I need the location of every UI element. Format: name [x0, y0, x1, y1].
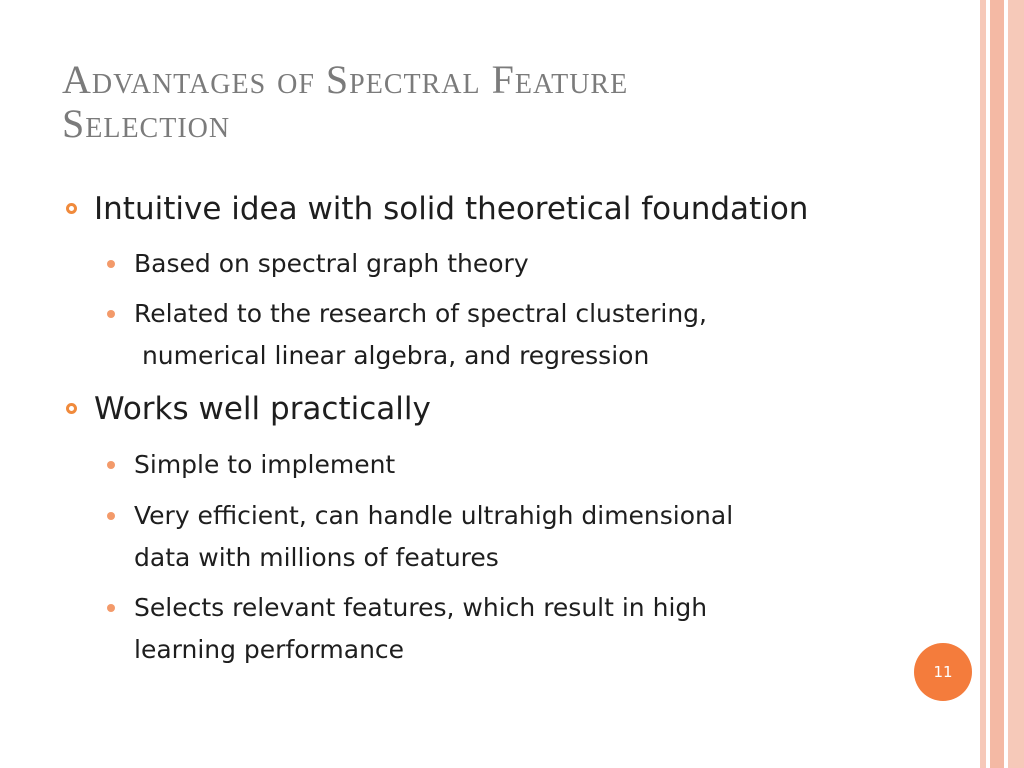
sub-bullet-item — [134, 587, 707, 671]
slide-title-line: Selection — [62, 101, 231, 146]
decorative-stripe — [990, 0, 1004, 768]
dot-bullet-icon — [107, 260, 115, 268]
slide-title-line: Advantages of Spectral Feature — [62, 57, 629, 102]
sub-bullet-line: Simple to implement — [134, 450, 396, 479]
dot-bullet-icon — [107, 461, 115, 469]
sub-bullet-line: numerical linear algebra, and regression — [134, 341, 650, 370]
sub-bullet-line: learning performance — [134, 635, 405, 664]
page-number-badge: 11 — [914, 643, 972, 701]
ring-bullet-icon — [66, 403, 77, 414]
dot-bullet-icon — [107, 310, 115, 318]
decorative-stripe — [1008, 0, 1024, 768]
dot-bullet-icon — [107, 604, 115, 612]
ring-bullet-icon — [66, 203, 77, 214]
sub-bullet-item — [134, 293, 707, 377]
bullet-item: Works well practically — [94, 391, 431, 427]
sub-bullet-item — [134, 243, 529, 285]
dot-bullet-icon — [107, 512, 115, 520]
sub-bullet-item — [134, 444, 395, 486]
sub-bullet-line: Very efficient, can handle ultrahigh dimensional — [134, 501, 734, 530]
sub-bullet-line: Selects relevant features, which result in high — [134, 593, 708, 622]
sub-bullet-item — [134, 495, 733, 579]
sub-bullet-line: Based on spectral graph theory — [134, 249, 529, 278]
bullet-item: Intuitive idea with solid theoretical foundation — [94, 191, 809, 227]
sub-bullet-line: Related to the research of spectral clustering, — [134, 299, 707, 328]
sub-bullet-line: data with millions of features — [134, 543, 499, 572]
